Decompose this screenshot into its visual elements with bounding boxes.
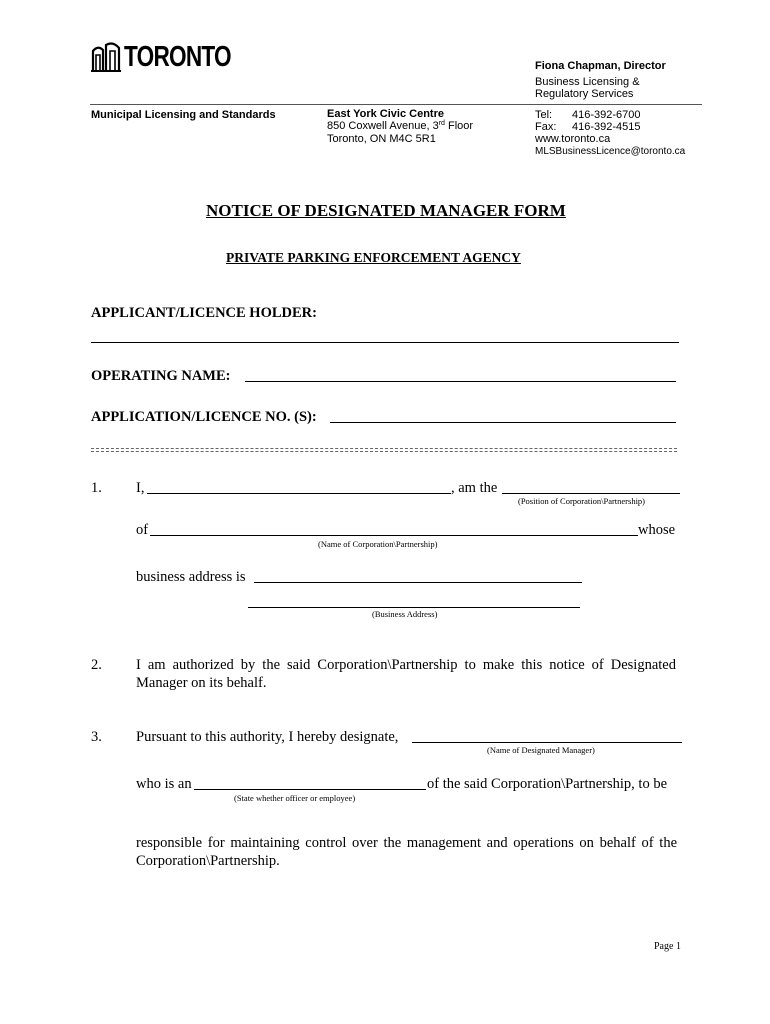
business-address-caption: (Business Address)	[372, 609, 438, 619]
business-address-field-line2[interactable]	[248, 607, 580, 608]
form-subtitle: PRIVATE PARKING ENFORCEMENT AGENCY	[226, 250, 521, 265]
designated-manager-field[interactable]	[412, 742, 682, 743]
operating-name-label: OPERATING NAME:	[91, 368, 231, 384]
position-field[interactable]	[502, 493, 680, 494]
applicant-field[interactable]	[91, 342, 679, 343]
item-2-number: 2.	[91, 657, 102, 673]
office-name: East York Civic Centre	[327, 108, 444, 120]
division-line1: Business Licensing &	[535, 76, 640, 88]
corporation-name-caption: (Name of Corporation\Partnership)	[318, 539, 438, 549]
business-address-label: business address is	[136, 569, 246, 585]
item-1-of-label: of	[136, 522, 149, 538]
operating-name-field[interactable]	[245, 381, 676, 382]
office-address-line2: Toronto, ON M4C 5R1	[327, 133, 436, 145]
division-line2: Regulatory Services	[535, 88, 634, 100]
item-3-of-said: of the said Corporation\Partnership, to be	[427, 776, 668, 792]
email-link[interactable]: MLSBusinessLicence@toronto.ca	[535, 146, 686, 157]
fax-number: 416-392-4515	[572, 121, 641, 133]
officer-employee-field[interactable]	[194, 789, 426, 790]
position-caption: (Position of Corporation\Partnership)	[518, 496, 646, 506]
office-address-line1: 850 Coxwell Avenue, 3rd Floor	[327, 120, 474, 132]
logo-wordmark: TORONTO	[124, 41, 231, 73]
item-2-line1: I am authorized by the said Corporation\Partnership to make this notice of Designated	[136, 657, 676, 673]
business-address-field-line1[interactable]	[254, 582, 582, 583]
item-1-i-label: I,	[136, 480, 145, 496]
section-separator	[91, 448, 677, 452]
city-hall-icon	[91, 42, 121, 72]
page-number: Page 1	[654, 941, 681, 952]
declarant-name-field[interactable]	[147, 493, 451, 494]
tel-label: Tel:	[535, 109, 553, 121]
licence-no-field[interactable]	[330, 422, 676, 423]
item-3-number: 3.	[91, 729, 102, 745]
item-2-line2: Manager on its behalf.	[136, 675, 267, 691]
item-1-number: 1.	[91, 480, 102, 496]
item-3-who-is-an: who is an	[136, 776, 192, 792]
toronto-logo	[91, 40, 261, 72]
fax-label: Fax:	[535, 121, 557, 133]
department-name: Municipal Licensing and Standards	[91, 109, 276, 121]
item-1-whose: whose	[638, 522, 676, 538]
form-title: NOTICE OF DESIGNATED MANAGER FORM	[206, 201, 566, 220]
item-1-am-the: , am the	[451, 480, 498, 496]
officer-employee-caption: (State whether officer or employee)	[234, 793, 356, 803]
applicant-label: APPLICANT/LICENCE HOLDER:	[91, 305, 317, 321]
item-3-responsible-line1: responsible for maintaining control over the management and operations on behalf of the	[136, 835, 677, 851]
header-divider	[90, 104, 702, 105]
designated-manager-caption: (Name of Designated Manager)	[487, 745, 595, 755]
item-3-designate-text: Pursuant to this authority, I hereby designate,	[136, 729, 399, 745]
item-3-responsible-line2: Corporation\Partnership.	[136, 853, 280, 869]
tel-number: 416-392-6700	[572, 109, 641, 121]
director-name: Fiona Chapman, Director	[535, 60, 666, 72]
website-link[interactable]: www.toronto.ca	[535, 133, 611, 145]
licence-no-label: APPLICATION/LICENCE NO. (S):	[91, 409, 317, 425]
corporation-name-field[interactable]	[150, 535, 638, 536]
